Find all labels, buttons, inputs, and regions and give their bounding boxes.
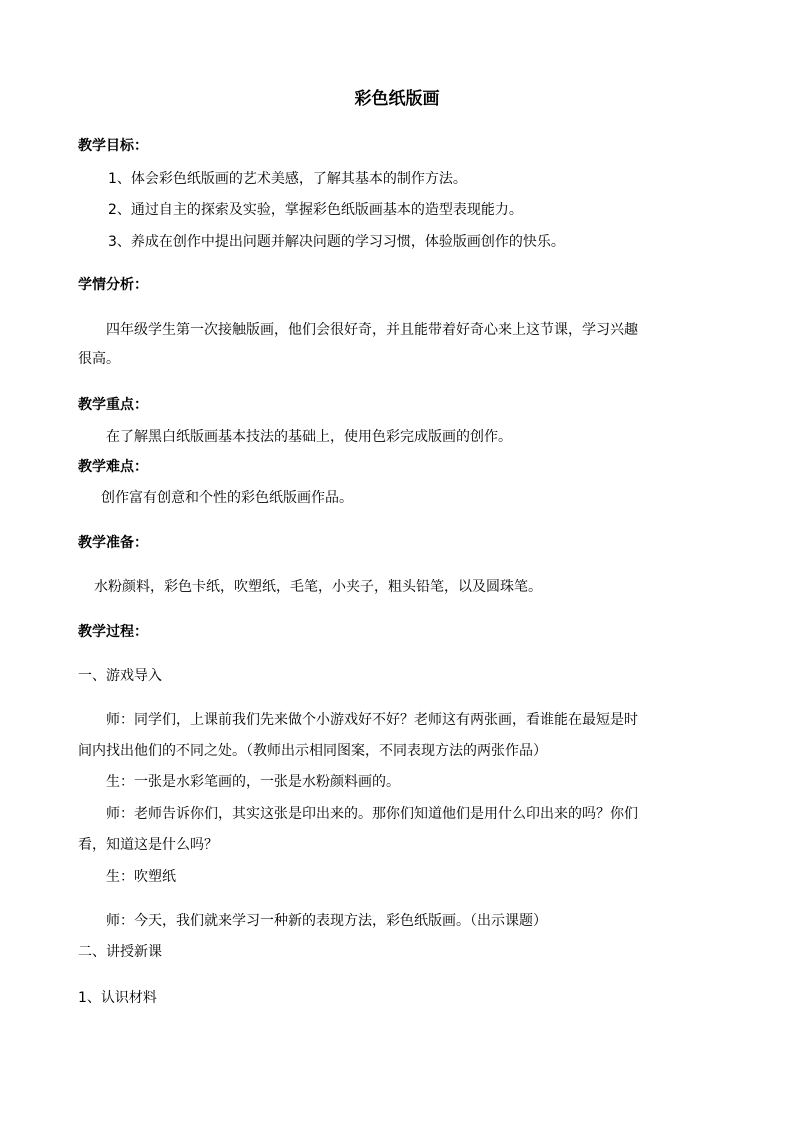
dialogue-line-6: 生：吹塑纸 [106, 869, 176, 885]
preparation-text: 水粉颜料，彩色卡纸，吹塑纸，毛笔，小夹子，粗头铅笔，以及圆珠笔。 [94, 579, 542, 595]
dialogue-line-4: 师：老师告诉你们，其实这张是印出来的。那你们知道他们是用什么印出来的吗？你们 [106, 806, 638, 822]
dialogue-line-2: 间内找出他们的不同之处。（教师出示相同图案，不同表现方法的两张作品） [78, 743, 547, 759]
analysis-heading: 学情分析： [78, 277, 148, 293]
key-point-heading: 教学重点： [78, 397, 148, 413]
difficulty-text: 创作富有创意和个性的彩色纸版画作品。 [101, 490, 353, 506]
difficulty-heading: 教学难点： [78, 459, 148, 475]
section-game-intro: 一、游戏导入 [78, 668, 162, 684]
dialogue-line-7: 师：今天，我们就来学习一种新的表现方法，彩色纸版画。（出示课题） [106, 913, 547, 929]
document-title: 彩色纸版画 [354, 89, 440, 109]
dialogue-line-5: 看，知道这是什么吗？ [78, 837, 218, 853]
subsection-materials: 1、认识材料 [78, 990, 157, 1006]
goals-heading: 教学目标： [78, 138, 148, 154]
dialogue-line-1: 师：同学们，上课前我们先来做个小游戏好不好？老师这有两张画，看谁能在最短是时 [106, 712, 638, 728]
goal-item-3: 3、养成在创作中提出问题并解决问题的学习习惯，体验版画创作的快乐。 [108, 234, 565, 250]
process-heading: 教学过程： [78, 624, 148, 640]
goal-item-2: 2、通过自主的探索及实验，掌握彩色纸版画基本的造型表现能力。 [108, 202, 523, 218]
dialogue-line-3: 生：一张是水彩笔画的，一张是水粉颜料画的。 [106, 774, 400, 790]
key-point-text: 在了解黑白纸版画基本技法的基础上，使用色彩完成版画的创作。 [106, 429, 512, 445]
analysis-line-2: 很高。 [78, 351, 120, 367]
section-new-lesson: 二、讲授新课 [78, 944, 162, 960]
preparation-heading: 教学准备： [78, 535, 148, 551]
goal-item-1: 1、体会彩色纸版画的艺术美感，了解其基本的制作方法。 [108, 171, 467, 187]
analysis-line-1: 四年级学生第一次接触版画，他们会很好奇，并且能带着好奇心来上这节课，学习兴趣 [106, 322, 638, 338]
